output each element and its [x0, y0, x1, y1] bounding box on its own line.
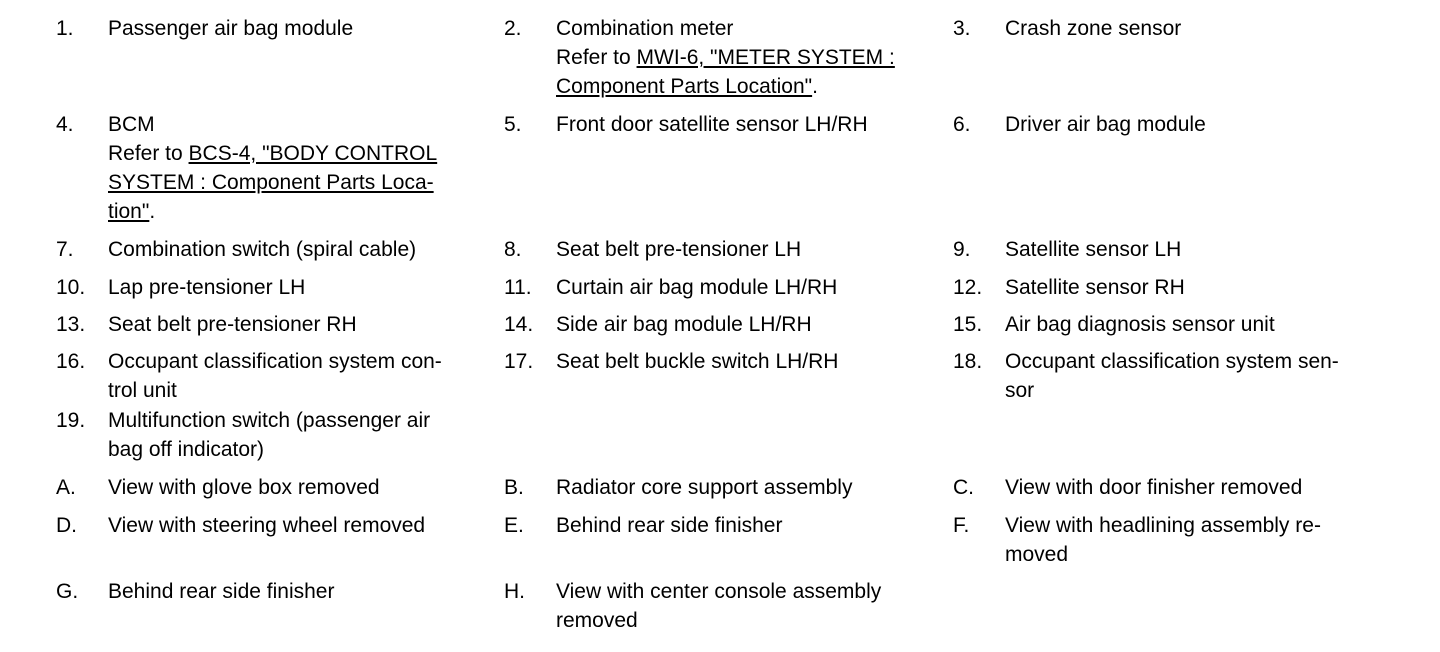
item-label: Front door satellite sensor LH/RH: [556, 113, 868, 136]
item-number: 18.: [953, 350, 983, 373]
reference-link-bcs-4-end[interactable]: tion": [108, 200, 150, 223]
item-label: Seat belt buckle switch LH/RH: [556, 350, 839, 373]
item-number: 7.: [56, 238, 74, 261]
item-text: [1005, 110, 1206, 139]
item-label: Satellite sensor RH: [1005, 276, 1185, 299]
item-letter: E.: [504, 514, 524, 537]
item-text: [108, 511, 425, 540]
reference-line: [556, 43, 895, 72]
item-label-cont: trol unit: [108, 379, 177, 402]
item-label: Air bag diagnosis sensor unit: [1005, 313, 1275, 336]
item-text: [1005, 310, 1275, 339]
item-letter: A.: [56, 476, 76, 499]
item-label: Curtain air bag module LH/RH: [556, 276, 838, 299]
item-number: 17.: [504, 350, 534, 373]
item-number: 3.: [953, 17, 971, 40]
item-letter: D.: [56, 514, 77, 537]
item-label: View with center console assembly: [556, 580, 882, 603]
item-letter: G.: [56, 580, 79, 603]
item-label: View with headlining assembly re-: [1005, 514, 1321, 537]
item-label: View with door finisher removed: [1005, 476, 1303, 499]
item-number: 12.: [953, 276, 983, 299]
item-letter: C.: [953, 476, 974, 499]
reference-prefix: Refer to: [556, 46, 637, 69]
item-label-cont: bag off indicator): [108, 438, 265, 461]
item-number: 11.: [504, 276, 532, 299]
item-label: Side air bag module LH/RH: [556, 313, 812, 336]
item-text: [108, 473, 380, 502]
item-letter: F.: [953, 514, 970, 537]
reference-prefix: Refer to: [108, 142, 189, 165]
reference-line: [108, 197, 437, 226]
item-text: [1005, 473, 1302, 502]
item-label: Multifunction switch (passenger air: [108, 409, 431, 432]
item-label: View with steering wheel removed: [108, 514, 426, 537]
reference-suffix: .: [149, 200, 156, 223]
item-text: [108, 14, 353, 43]
item-text: [1005, 511, 1321, 569]
item-text: [556, 110, 868, 139]
item-label: Occupant classification system con-: [108, 350, 442, 373]
item-number: 4.: [56, 113, 74, 136]
item-label: BCM: [108, 113, 155, 136]
reference-link-mwi-6-cont[interactable]: Component Parts Location": [556, 75, 813, 98]
item-label: Occupant classification system sen-: [1005, 350, 1339, 373]
reference-line: [108, 168, 437, 197]
reference-link-bcs-4-cont[interactable]: SYSTEM : Component Parts Loca-: [108, 171, 434, 194]
reference-link-bcs-4[interactable]: BCS-4, "BODY CONTROL: [188, 142, 438, 165]
reference-link-mwi-6[interactable]: MWI-6, "METER SYSTEM :: [636, 46, 895, 69]
item-label: Behind rear side finisher: [556, 514, 783, 537]
item-label-cont: sor: [1005, 379, 1035, 402]
item-label: Seat belt pre-tensioner LH: [556, 238, 802, 261]
item-number: 9.: [953, 238, 971, 261]
item-text: [1005, 347, 1339, 405]
item-number: 15.: [953, 313, 983, 336]
item-text: [1005, 235, 1181, 264]
item-label-cont: moved: [1005, 543, 1069, 566]
item-text: [1005, 14, 1181, 43]
item-label: Lap pre-tensioner LH: [108, 276, 306, 299]
reference-line: [556, 72, 895, 101]
item-letter: H.: [504, 580, 525, 603]
item-letter: B.: [504, 476, 524, 499]
item-number: 5.: [504, 113, 522, 136]
item-text: [108, 406, 430, 464]
item-number: 14.: [504, 313, 534, 336]
item-text: [556, 273, 837, 302]
item-number: 16.: [56, 350, 86, 373]
item-text: [1005, 273, 1185, 302]
item-text: [108, 310, 357, 339]
item-label: Seat belt pre-tensioner RH: [108, 313, 357, 336]
item-text: [556, 577, 881, 635]
item-number: 6.: [953, 113, 971, 136]
item-number: 19.: [56, 409, 86, 432]
item-text: [108, 347, 442, 405]
item-label: Radiator core support assembly: [556, 476, 853, 499]
item-label: View with glove box removed: [108, 476, 380, 499]
item-text: [556, 235, 801, 264]
item-text: [556, 310, 812, 339]
item-label: Crash zone sensor: [1005, 17, 1182, 40]
item-label-cont: removed: [556, 609, 638, 632]
item-text: [556, 511, 782, 540]
item-number: 2.: [504, 17, 522, 40]
item-text: [556, 14, 895, 101]
item-text: [108, 235, 416, 264]
item-text: [556, 473, 852, 502]
item-label: Satellite sensor LH: [1005, 238, 1182, 261]
item-text: [108, 273, 305, 302]
item-text: [108, 577, 334, 606]
item-label: Passenger air bag module: [108, 17, 354, 40]
item-text: [108, 110, 437, 226]
item-number: 8.: [504, 238, 522, 261]
item-label: Behind rear side finisher: [108, 580, 335, 603]
reference-line: [108, 139, 437, 168]
item-number: 10.: [56, 276, 86, 299]
item-label: Driver air bag module: [1005, 113, 1206, 136]
item-text: [556, 347, 838, 376]
item-label: Combination meter: [556, 17, 734, 40]
item-number: 1.: [56, 17, 74, 40]
item-number: 13.: [56, 313, 86, 336]
reference-suffix: .: [812, 75, 818, 98]
item-label: Combination switch (spiral cable): [108, 238, 417, 261]
